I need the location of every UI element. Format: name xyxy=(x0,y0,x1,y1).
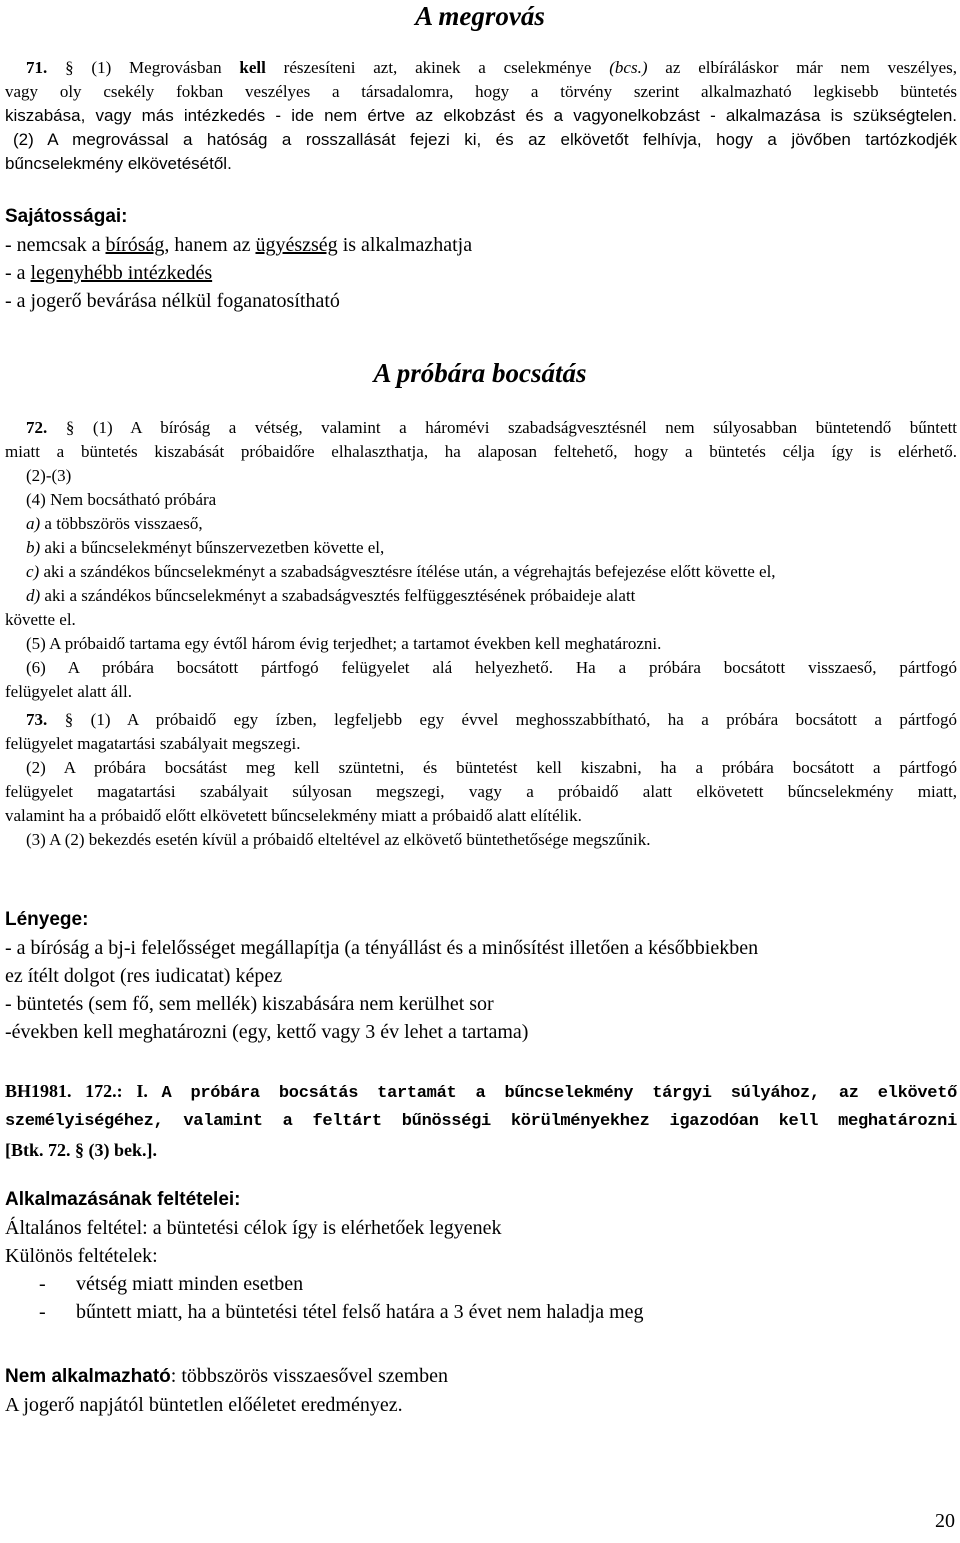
section-72-p4: (4) Nem bocsátható próbára xyxy=(26,490,217,509)
text-fragment: is alkalmazhatja xyxy=(337,234,473,256)
alkalmazas-section xyxy=(5,1186,957,1326)
item-text: a többszörös visszaeső, xyxy=(40,514,203,533)
lenyege-heading: Lényege: xyxy=(5,909,89,930)
title-megrovas: A megrovás xyxy=(415,1,545,31)
nem-alkalmazhato-text: : többszörös visszaesővel szemben xyxy=(170,1365,448,1387)
section-72-line-2: miatt a büntetés kiszabását próbaidőre elhalaszthatja, ha alaposan feltehető, hogy a büntetés célja így is elérhető. xyxy=(5,442,957,461)
dash-marker: - xyxy=(39,1273,46,1295)
section-71-line-3: kiszabása, vagy más intézkedés - ide nem értve az elkobzást és a vagyonelkobzást - alkalmazása is szükségtelen. xyxy=(5,106,957,125)
nem-alkalmazhato-label: Nem alkalmazható xyxy=(5,1366,171,1387)
sajatossagai-item-2 xyxy=(5,259,957,287)
item-marker: b) xyxy=(26,538,41,557)
section-71-line-1 xyxy=(5,56,957,80)
section-72-p23: (2)-(3) xyxy=(26,466,72,485)
nem-alkalmazhato-line xyxy=(5,1362,957,1391)
paragraph-sign: § xyxy=(64,710,74,729)
text-fragment: , hanem az xyxy=(164,234,256,256)
bh-text: A próbára bocsátás tartamát a bűncselekmény tárgyi súlyához, az elkövető xyxy=(161,1084,957,1103)
section-72 xyxy=(5,416,957,704)
text-bold: kell xyxy=(239,58,266,77)
section-71-number: 71. xyxy=(26,58,48,77)
text-fragment: (1) A bíróság a vétség, valamint a háromévi szabadságvesztésnél nem súlyosabban büntetendő bűntett xyxy=(92,418,958,437)
item-marker: d) xyxy=(26,586,41,605)
item-text: bűntett miatt, ha a büntetési tétel felső határa a 3 évet nem haladja meg xyxy=(76,1301,644,1323)
section-73-line-3: (2) A próbára bocsátást meg kell szüntetni, és büntetést kell kiszabni, ha a próbára bocsátott a pártfogó xyxy=(26,758,957,777)
lenyege-section xyxy=(5,906,957,1046)
section-71-line-4: (2) A megrovással a hatóság a rosszallását fejezi ki, és az elkövetőt felhívja, hogy a jövőben tartózkodjék xyxy=(13,130,957,149)
bh-ref: BH1981. 172.: I. xyxy=(5,1081,148,1101)
item-marker: c) xyxy=(26,562,40,581)
section-71-line-5: bűncselekmény elkövetésétől. xyxy=(5,154,232,173)
sajatossagai-item-3: - a jogerő bevárása nélkül foganatosítható xyxy=(5,290,340,312)
section-73-line-4: felügyelet magatartási szabályait súlyosan megszegi, vagy a próbaidő alatt elkövetett bűncselekmény miatt, xyxy=(5,782,957,801)
section-73-line-1 xyxy=(5,708,957,732)
section-71-line-2: vagy oly csekély fokban veszélyes a társadalomra, hogy a törvény szerint alkalmazható legkisebb büntetés xyxy=(5,82,957,101)
section-72-item-a xyxy=(5,512,957,536)
title-probara: A próbára bocsátás xyxy=(373,358,587,388)
text-fragment: az elbíráláskor már nem veszélyes, xyxy=(647,58,958,77)
item-text: aki a bűncselekményt bűnszervezetben követte el, xyxy=(40,538,385,557)
section-73-line-6: (3) A (2) bekezdés esetén kívül a próbaidő elteltével az elkövető büntethetősége megszűnik. xyxy=(26,830,651,849)
nem-alkalmazhato-section xyxy=(5,1362,957,1419)
sajatossagai-section xyxy=(5,203,957,315)
section-73-line-5: valamint ha a próbaidő előtt elkövetett bűncselekmény miatt a próbaidő alatt elítélik. xyxy=(5,806,582,825)
section-72-number: 72. xyxy=(26,418,48,437)
item-text: aki a szándékos bűncselekményt a szabadságvesztés felfüggesztésének próbaideje alatt xyxy=(40,586,636,605)
lenyege-line-4: -években kell meghatározni (egy, kettő vagy 3 év lehet a tartama) xyxy=(5,1021,529,1043)
section-72-p6-line-1: (6) A próbára bocsátott pártfogó felügyelet alá helyezhető. Ha a próbára bocsátott visszaeső, pártfogó xyxy=(26,658,957,677)
text-fragment: - nemcsak a xyxy=(5,234,106,256)
section-72-item-d xyxy=(5,584,957,608)
link-ugyeszseg: ügyészség xyxy=(255,234,338,256)
section-72-item-tail: követte el. xyxy=(5,610,76,629)
page-number: 20 xyxy=(935,1510,955,1532)
link-legenyhebb: legenyhébb intézkedés xyxy=(30,262,213,284)
section-71 xyxy=(5,56,957,176)
lenyege-line-3: - büntetés (sem fő, sem mellék) kiszabására nem kerülhet sor xyxy=(5,993,494,1015)
item-text: aki a szándékos bűncselekményt a szabadságvesztésre ítélése után, a végrehajtás befejezése előtt követte el, xyxy=(39,562,776,581)
section-72-p6-line-2: felügyelet alatt áll. xyxy=(5,682,132,701)
dash-marker: - xyxy=(39,1301,46,1323)
section-72-line-1 xyxy=(5,416,957,440)
paragraph-sign: § xyxy=(65,418,75,437)
jogero-line: A jogerő napjától büntetlen előéletet eredményez. xyxy=(5,1394,403,1416)
link-birosag: bíróság xyxy=(105,234,165,256)
bh-line-2: személyiségéhez, valamint a feltárt bűnösségi körülményekhez igazodóan kell meghatározni xyxy=(5,1112,957,1131)
bh-reference xyxy=(5,1077,957,1164)
paragraph-sign: § xyxy=(65,58,74,77)
alkalmazas-special: Különös feltételek: xyxy=(5,1245,158,1267)
item-marker: a) xyxy=(26,514,41,533)
alkalmazas-item-2 xyxy=(5,1298,957,1326)
text-fragment: - a xyxy=(5,262,31,284)
section-73 xyxy=(5,708,957,852)
lenyege-line-2: ez ítélt dolgot (res iudicatat) képez xyxy=(5,965,283,987)
section-73-line-2: felügyelet magatartási szabályait megszegi. xyxy=(5,734,301,753)
bh-line-3: [Btk. 72. § (3) bek.]. xyxy=(5,1140,157,1160)
alkalmazas-general: Általános feltétel: a büntetési célok így is elérhetőek legyenek xyxy=(5,1217,502,1239)
alkalmazas-heading: Alkalmazásának feltételei: xyxy=(5,1189,241,1210)
lenyege-line-1: - a bíróság a bj-i felelősséget megállapítja (a tényállást és a minősítést illetően a későbbiekben xyxy=(5,937,759,959)
sajatossagai-item-1 xyxy=(5,231,957,259)
section-72-item-b xyxy=(5,536,957,560)
sajatossagai-heading: Sajátosságai: xyxy=(5,206,128,227)
text-fragment: részesíteni azt, akinek a cselekménye xyxy=(265,58,610,77)
text-fragment: (1) A próbaidő egy ízben, legfeljebb egy évvel meghosszabbítható, ha a próbára bocsátott a pártfogó xyxy=(90,710,958,729)
section-72-item-c xyxy=(5,560,957,584)
alkalmazas-item-1 xyxy=(5,1270,957,1298)
bh-line-1 xyxy=(5,1077,957,1108)
text-fragment: (1) Megrovásban xyxy=(91,58,240,77)
section-72-p5: (5) A próbaidő tartama egy évtől három évig terjedhet; a tartamot években kell meghatározni. xyxy=(26,634,662,653)
section-73-number: 73. xyxy=(26,710,48,729)
item-text: vétség miatt minden esetben xyxy=(76,1273,304,1295)
text-italic: (bcs.) xyxy=(609,58,648,77)
